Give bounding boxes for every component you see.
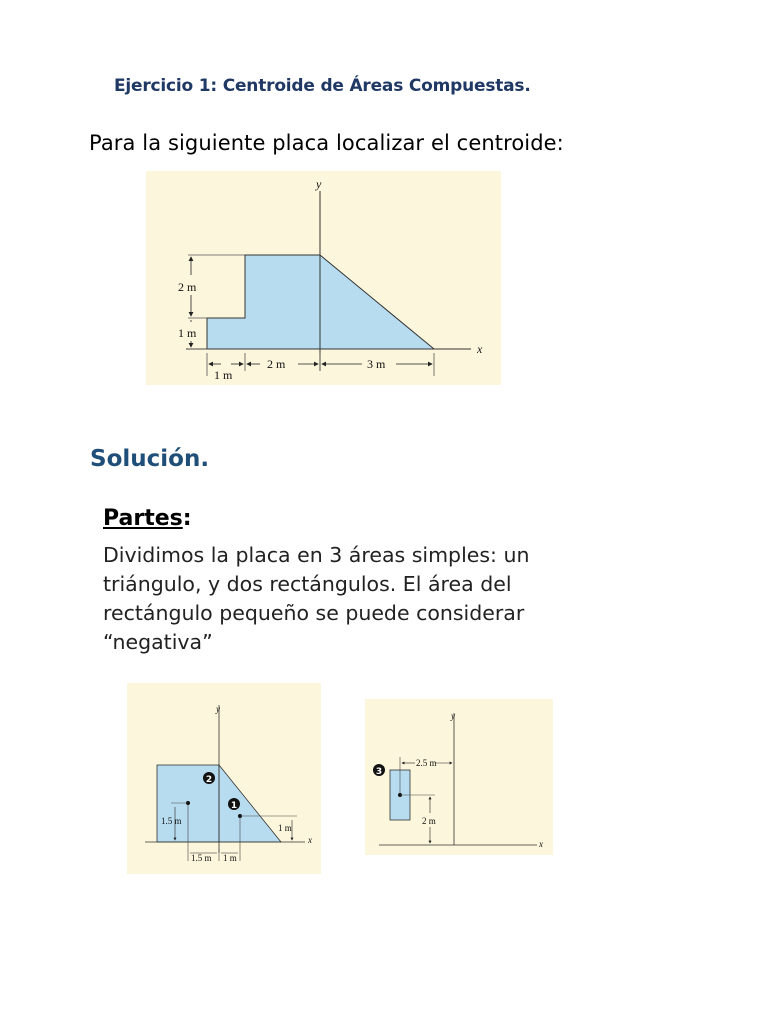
fig2-dim-1m-horizontal: 1 m: [223, 853, 237, 863]
parts-label-colon: :: [182, 506, 192, 531]
solution-heading: Solución.: [90, 446, 210, 472]
fig3-axis-y: y: [451, 711, 455, 721]
fig2-axis-x: x: [308, 835, 312, 845]
fig1-axis-y: y: [316, 177, 322, 191]
fig1-dim-1m-vertical: 1 m: [178, 326, 197, 340]
fig2-axis-y: y: [216, 704, 220, 714]
fig1-dim-2m-vertical: 2 m: [178, 280, 197, 294]
composite-plate-figure: [146, 171, 501, 385]
fig2-dim-1-5m-horizontal: 1.5 m: [191, 853, 212, 863]
fig1-dim-3m-horizontal: 3 m: [367, 357, 386, 371]
fig2-dim-1-5m-vertical: 1.5 m: [161, 816, 182, 826]
fig3-dim-2m: 2 m: [422, 816, 436, 826]
fig1-dim-1m-horizontal: 1 m: [214, 368, 233, 382]
fig3-dim-2-5m: 2.5 m: [416, 758, 437, 768]
fig3-axis-x: x: [539, 839, 543, 849]
fig1-dim-2m-horizontal: 2 m: [267, 357, 286, 371]
parts-figure-1-2: [127, 683, 321, 874]
exercise-prompt: Para la siguiente placa localizar el centroide:: [89, 131, 564, 155]
parts-description: Dividimos la placa en 3 áreas simples: un triángulo, y dos rectángulos. El área del rectángulo pequeño se puede considerar “negativa”: [103, 543, 530, 654]
exercise-title: Ejercicio 1: Centroide de Áreas Compuestas.: [114, 76, 531, 96]
fig1-axis-x: x: [477, 342, 483, 356]
parts-label: [103, 506, 192, 531]
parts-figure-3: [365, 699, 553, 855]
parts-label-text: Partes: [103, 506, 183, 531]
marker-2: 2: [205, 775, 213, 785]
marker-3: 3: [375, 767, 383, 777]
fig2-dim-1m-vertical: 1 m: [278, 823, 292, 833]
marker-1: 1: [230, 801, 238, 811]
